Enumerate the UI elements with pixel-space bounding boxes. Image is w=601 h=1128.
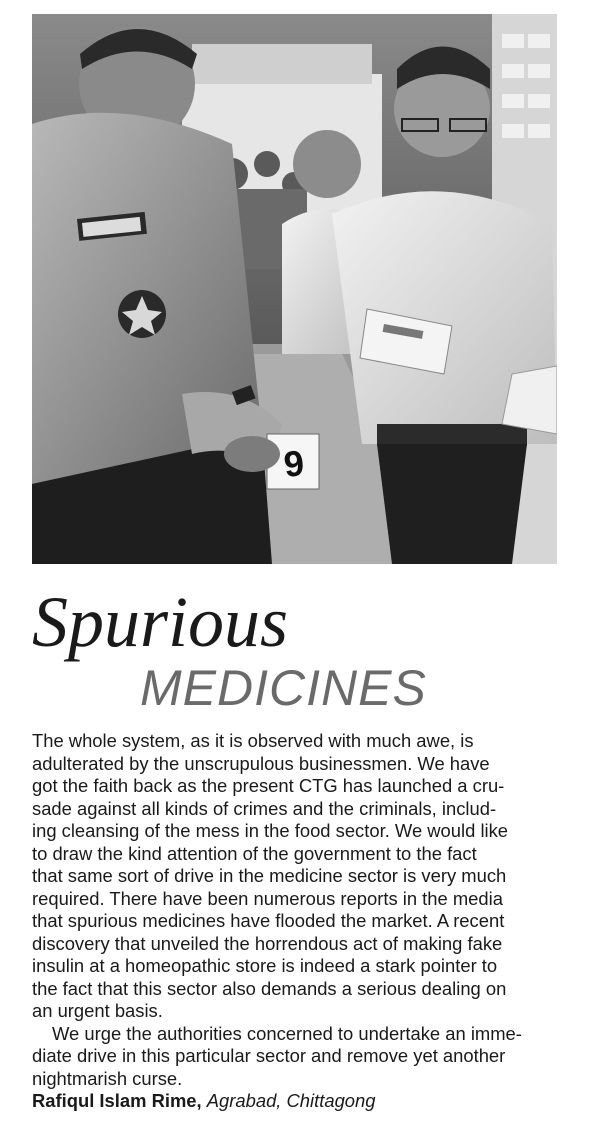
headline-title: Spurious <box>32 582 289 662</box>
body-line: nightmarish curse. <box>32 1067 183 1089</box>
body-line: that same sort of drive in the medicine sector is very much <box>32 865 507 886</box>
body-line: adulterated by the unscrupulous businessmen. We have <box>32 752 490 774</box>
body-line: that spurious medicines have flooded the market. A recent <box>32 910 505 931</box>
body-line: insulin at a homeopathic store is indeed a stark pointer to <box>32 955 498 976</box>
body-line: the fact that this sector also demands a serious dealing on <box>32 977 507 999</box>
body-line: We urge the authorities concerned to undertake an imme- <box>52 1022 522 1044</box>
body-line: sade against all kinds of crimes and the criminals, includ- <box>32 797 497 819</box>
photo-illustration <box>32 14 557 564</box>
headline-subtitle: MEDICINES <box>140 660 427 716</box>
letter-signature <box>32 1090 572 1113</box>
body-line: required. There have been numerous reports in the media <box>32 887 503 909</box>
body-line: diate drive in this particular sector and remove yet another <box>32 1045 506 1066</box>
body-line: got the faith back as the present CTG has launched a cru- <box>32 775 505 796</box>
body-line: an urgent basis. <box>32 1000 163 1021</box>
svg-text:9: 9 <box>281 442 307 485</box>
body-line: discovery that unveiled the horrendous act of making fake <box>32 932 503 954</box>
author-location: Agrabad, Chittagong <box>206 1090 376 1111</box>
news-photo <box>32 14 557 564</box>
body-line: to draw the kind attention of the government to the fact <box>32 842 477 864</box>
letter-body <box>32 730 572 1113</box>
author-name: Rafiqul Islam Rime, <box>32 1090 202 1111</box>
body-line: The whole system, as it is observed with much awe, is <box>32 730 474 751</box>
body-line: ing cleansing of the mess in the food sector. We would like <box>32 820 509 841</box>
